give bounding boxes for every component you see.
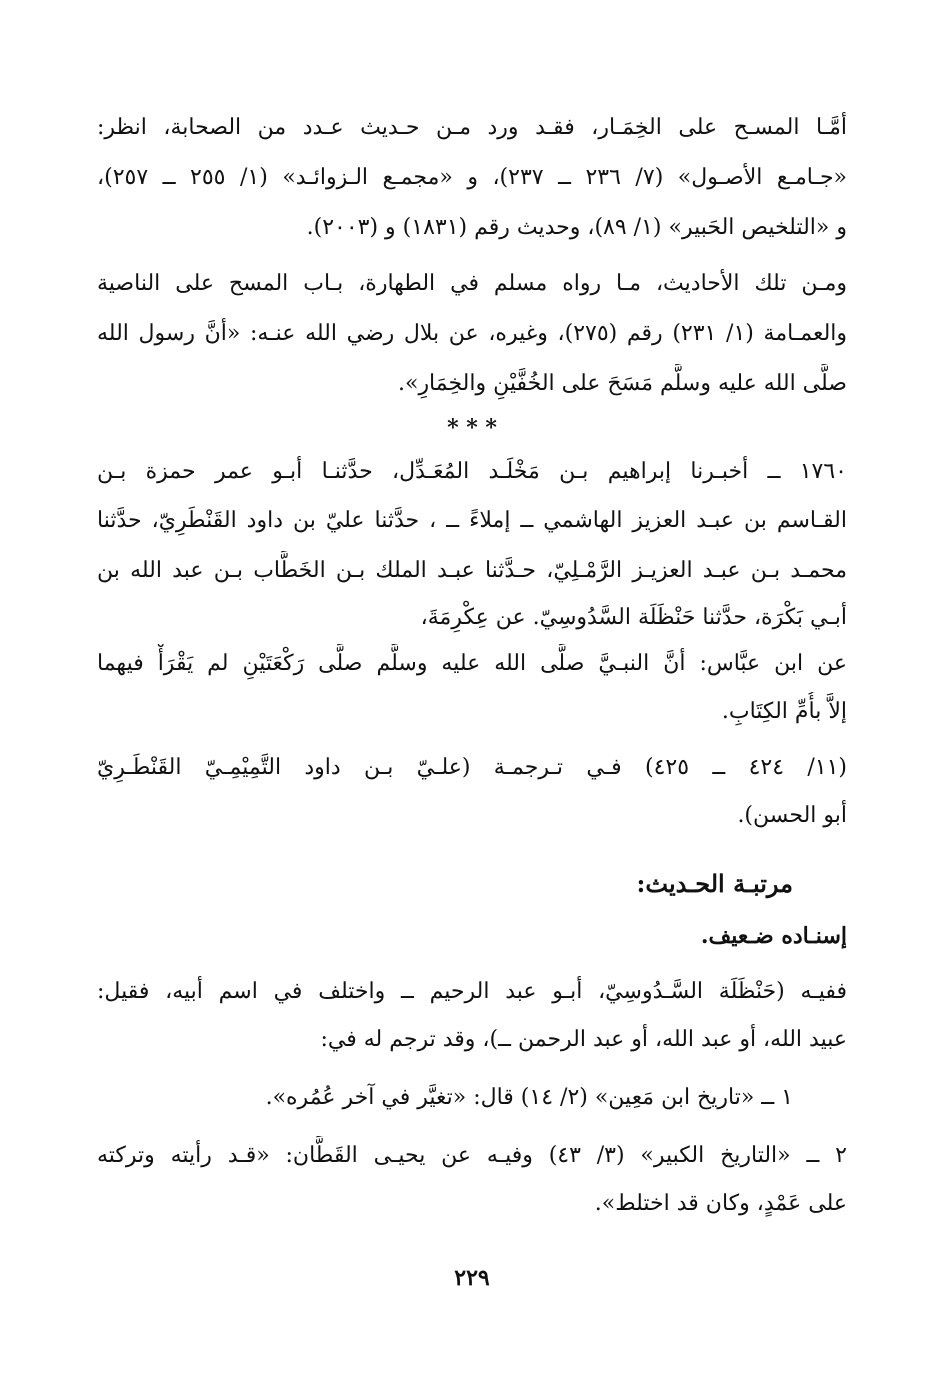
paragraph-2-line-2: والعمـامة (١/ ٢٣١) رقم (٢٧٥)، وغيره، عن بلال رضي الله عنـه: «أنَّ رسول الله xyxy=(97,321,847,346)
source-line-1: (١١/ ٤٢٤ ــ ٤٢٥) فـي تـرجمـة (علـيّ بـن داود التَّمِيْمِـيّ القَنْطَـرِيّ xyxy=(97,755,847,780)
discussion-item-2-line-1: ٢ ــ «التاريخ الكبير» (٣/ ٤٣) وفيـه عن يحيـى القَطَّان: «قـد رأيته وتركته xyxy=(97,1143,847,1168)
discussion-line-2: عبيد الله، أو عبد الله، أو عبد الرحمن ــ)، وقد ترجم له في: xyxy=(320,1027,847,1052)
hadith-line-4: أبـي بَكْرَة، حدَّثنا حَنْظَلَة السَّدُوسِيّ. عن عِكْرِمَةَ، xyxy=(420,605,847,630)
discussion-item-1: ١ ــ «تاريخ ابن مَعِين» (٢/ ١٤) قال: «تغيَّر في آخر عُمُره». xyxy=(265,1085,793,1110)
discussion-item-2-line-2: على عَمْدٍ، وكان قد اختلط». xyxy=(594,1191,847,1216)
grading-heading: مرتبـة الحـديث: xyxy=(636,869,793,898)
paragraph-2-line-3: صلَّى الله عليه وسلَّم مَسَحَ على الخُفَّيْنِ والخِمَارِ». xyxy=(397,371,847,396)
hadith-line-1: ١٧٦٠ ــ أخبـرنا إبراهيم بـن مَخْلَـد المُعَـدِّل، حدَّثنـا أبـو عمر حمزة بـن xyxy=(97,459,847,484)
grading-verdict: إسنـاده ضـعيف. xyxy=(700,923,847,949)
page-number: ٢٢٩ xyxy=(454,1265,490,1291)
hadith-line-3: محمـد بـن عبـد العزيـز الرَّمْـلِيّ، حـدَّثنا عبـد الملك بـن الخَطَّاب بـن عبد الله بن xyxy=(97,558,847,583)
paragraph-2-line-1: ومـن تلك الأحاديث، مـا رواه مسلم في الطهارة، بـاب المسح على الناصية xyxy=(97,271,847,296)
discussion-line-1: ففيـه (حَنْظَلَة السَّـدُوسِيّ، أبـو عبد الرحيم ــ واختلف في اسم أبيه، فقيل: xyxy=(97,979,847,1004)
section-separator: * * * xyxy=(447,415,497,441)
paragraph-1-line-3: و «التلخيص الحَبير» (١/ ٨٩)، وحديث رقم (١٨٣١) و (٢٠٠٣). xyxy=(306,215,847,240)
hadith-line-2: القـاسم بن عبـد العزيز الهاشمي ــ إملاءً ــ ، حدَّثنا عليّ بن داود القَنْطَرِيّ، حدَّثنا xyxy=(97,508,847,533)
source-line-2: أبو الحسن). xyxy=(737,803,847,828)
hadith-line-5: عن ابن عبَّاس: أنَّ النبـيَّ صلَّى الله عليه وسلَّم صلَّى رَكْعَتَيْنِ لم يَقْرَأْ فيهما xyxy=(97,651,847,676)
hadith-line-6: إلاَّ بأُمِّ الكِتَابِ. xyxy=(721,699,847,724)
paragraph-1-line-1: أمَّـا المسـح على الخِمَـار، فقـد ورد مـن حـديث عـدد من الصحابة، انظر: xyxy=(97,115,847,140)
paragraph-1-line-2: «جـامـع الأصـول» (٧/ ٢٣٦ ــ ٢٣٧)، و «مجمـع الـزوائـد» (١/ ٢٥٥ ــ ٢٥٧)، xyxy=(97,165,847,190)
